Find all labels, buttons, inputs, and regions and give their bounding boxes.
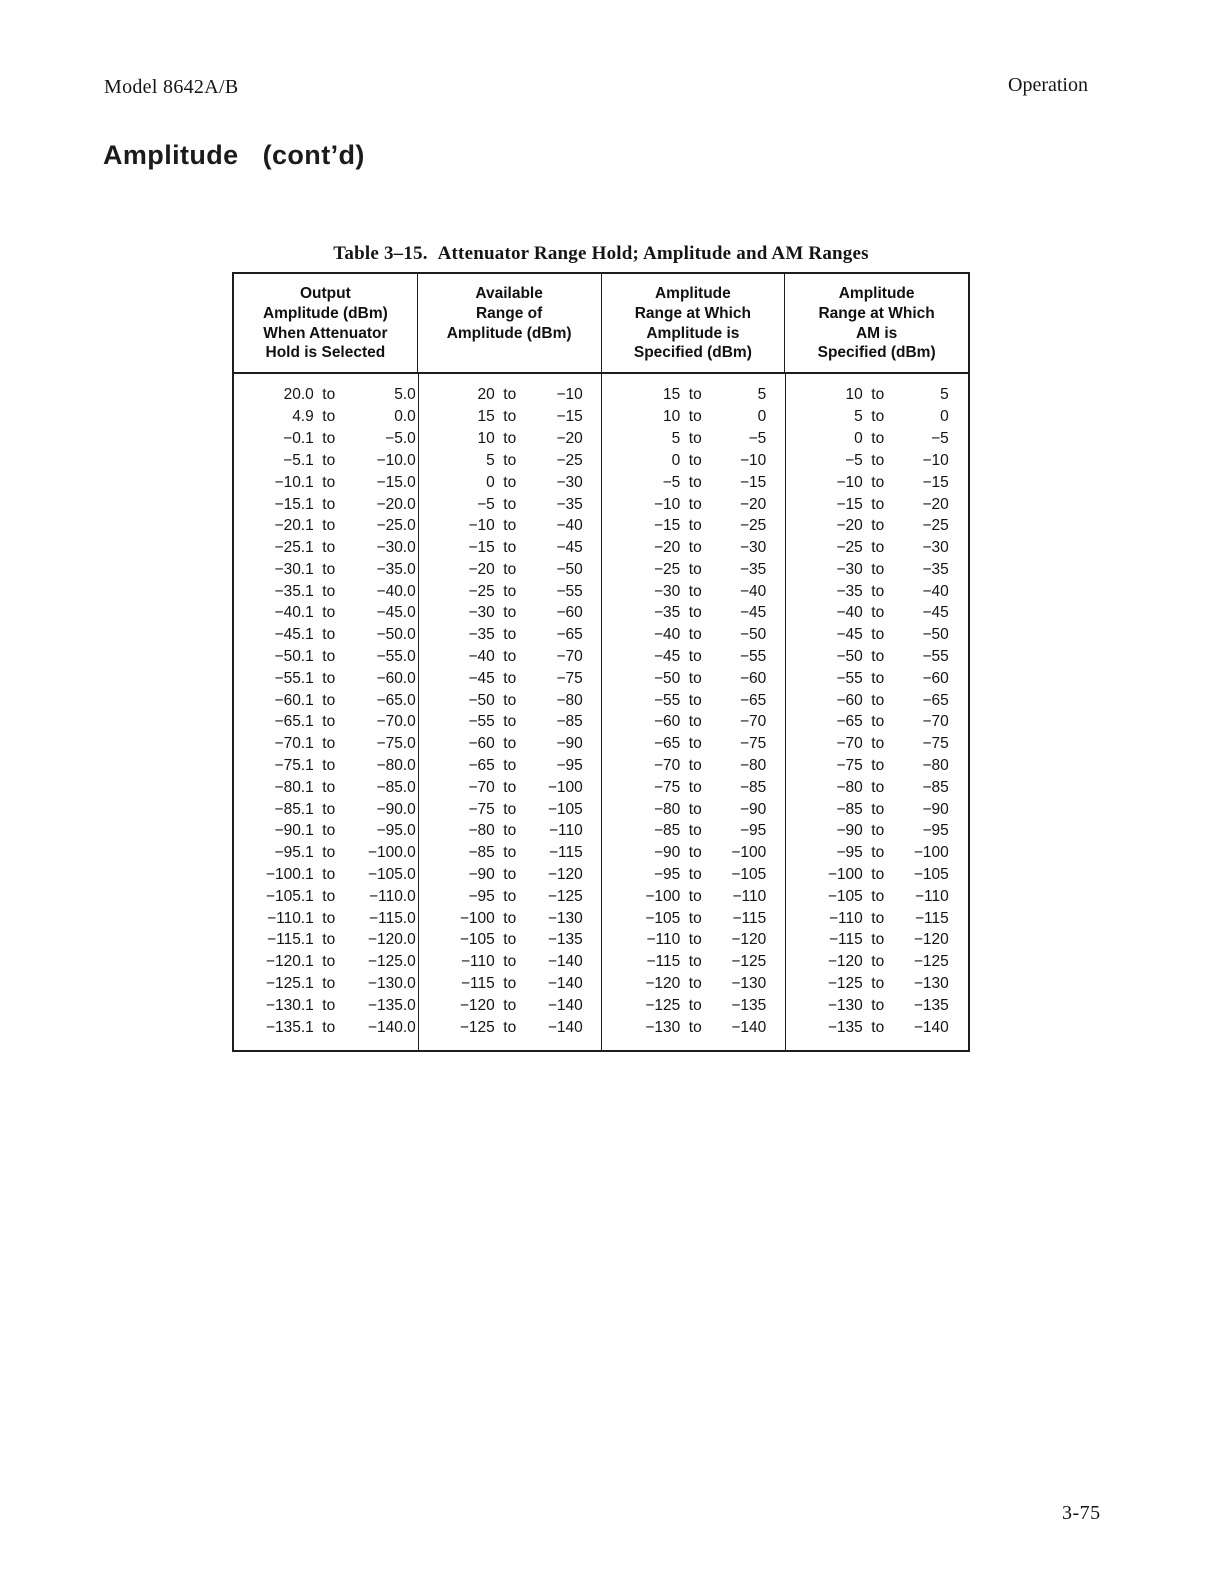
- table-row: [234, 537, 968, 559]
- table-row: [234, 908, 968, 930]
- table-row: [234, 559, 968, 581]
- range-cell: 20 to −10: [418, 374, 602, 406]
- table-row: [234, 428, 968, 450]
- column-header: Available Range of Amplitude (dBm): [417, 274, 601, 372]
- range-cell: −85 to −95: [601, 820, 785, 842]
- table-row: [234, 842, 968, 864]
- range-cell: −65 to −95: [418, 755, 602, 777]
- range-cell: −95.1 to −100.0: [274, 844, 416, 862]
- range-cell: −20 to −30: [601, 537, 785, 559]
- table-header-row: [234, 274, 968, 374]
- table-row: [234, 406, 968, 428]
- range-cell: −45 to −75: [418, 668, 602, 690]
- range-cell: −125.1 to −130.0: [265, 975, 416, 993]
- range-cell: −45.1 to −50.0: [274, 626, 416, 644]
- table-caption-text: Attenuator Range Hold; Amplitude and AM Ranges: [437, 243, 869, 264]
- range-cell: −15 to −45: [418, 537, 602, 559]
- range-cell: −30 to −40: [601, 581, 785, 603]
- range-cell: −35 to −40: [785, 581, 969, 603]
- range-cell: −45 to −55: [601, 646, 785, 668]
- range-cell: −135.1 to −140.0: [265, 1018, 416, 1036]
- range-cell: −50.1 to −55.0: [274, 648, 416, 666]
- range-cell: −30.1 to −35.0: [274, 560, 416, 578]
- table-row: [234, 624, 968, 646]
- range-cell: −110 to −115: [785, 908, 969, 930]
- range-cell: 10 to 5: [785, 374, 969, 406]
- column-header: Amplitude Range at Which Amplitude is Specified (dBm): [601, 274, 785, 372]
- table-row: [234, 951, 968, 973]
- range-cell: −15 to −20: [785, 494, 969, 516]
- range-cell: −120 to −125: [785, 951, 969, 973]
- range-cell: −90 to −100: [601, 842, 785, 864]
- range-cell: −120 to −130: [601, 973, 785, 995]
- range-cell: −25.1 to −30.0: [274, 539, 416, 557]
- range-cell: −25 to −30: [785, 537, 969, 559]
- chapter-label: Operation: [1008, 74, 1088, 96]
- range-cell: −40.1 to −45.0: [274, 604, 416, 622]
- attenuator-range-table: [232, 272, 970, 1052]
- range-cell: −50 to −55: [785, 646, 969, 668]
- range-cell: 20.0 to 5.0: [283, 386, 416, 404]
- range-cell: −10 to −40: [418, 515, 602, 537]
- range-cell: 10 to −20: [418, 428, 602, 450]
- column-header: Output Amplitude (dBm) When Attenuator Hold is Selected: [262, 285, 388, 362]
- range-cell: −85 to −90: [785, 799, 969, 821]
- range-cell: −100 to −110: [601, 886, 785, 908]
- range-cell: −75 to −105: [418, 799, 602, 821]
- section-title-suffix: (cont’d): [262, 140, 365, 170]
- range-cell: −60 to −90: [418, 733, 602, 755]
- range-cell: −130 to −140: [601, 1017, 785, 1050]
- range-cell: −65 to −70: [785, 711, 969, 733]
- range-cell: −40 to −45: [785, 602, 969, 624]
- table-row: [234, 602, 968, 624]
- range-cell: −95 to −105: [601, 864, 785, 886]
- table-row: [234, 995, 968, 1017]
- range-cell: −10 to −15: [785, 472, 969, 494]
- range-cell: 5 to −5: [601, 428, 785, 450]
- table-row: [234, 515, 968, 537]
- range-cell: −80 to −90: [601, 799, 785, 821]
- column-header: Amplitude Range at Which AM is Specified (dBm): [784, 274, 968, 372]
- range-cell: −115.1 to −120.0: [267, 931, 416, 949]
- range-cell: −0.1 to −5.0: [283, 430, 416, 448]
- range-cell: −60 to −70: [601, 711, 785, 733]
- range-cell: −20.1 to −25.0: [274, 517, 416, 535]
- range-cell: −80 to −110: [418, 820, 602, 842]
- table-row: [234, 733, 968, 755]
- table-row: [234, 777, 968, 799]
- model-label: Model 8642A/B: [104, 76, 239, 98]
- range-cell: −125 to −130: [785, 973, 969, 995]
- range-cell: −80.1 to −85.0: [274, 778, 416, 796]
- range-cell: 10 to 0: [601, 406, 785, 428]
- range-cell: −60.1 to −65.0: [274, 691, 416, 709]
- range-cell: −80 to −85: [785, 777, 969, 799]
- range-cell: −55 to −65: [601, 690, 785, 712]
- range-cell: −75.1 to −80.0: [274, 757, 416, 775]
- page-number: 3-75: [1062, 1502, 1101, 1524]
- range-cell: −100.1 to −105.0: [265, 866, 416, 884]
- range-cell: −100 to −105: [785, 864, 969, 886]
- range-cell: −115 to −125: [601, 951, 785, 973]
- table-row: [234, 929, 968, 951]
- range-cell: −65 to −75: [601, 733, 785, 755]
- range-cell: −40 to −50: [601, 624, 785, 646]
- section-title-main: Amplitude: [103, 140, 239, 170]
- range-cell: −95 to −125: [418, 886, 602, 908]
- range-cell: −125 to −135: [601, 995, 785, 1017]
- range-cell: −105.1 to −110.0: [265, 887, 416, 905]
- range-cell: −70 to −80: [601, 755, 785, 777]
- table-row: [234, 864, 968, 886]
- table-row: [234, 799, 968, 821]
- range-cell: 5 to −25: [418, 450, 602, 472]
- range-cell: −85.1 to −90.0: [274, 800, 416, 818]
- range-cell: −75 to −80: [785, 755, 969, 777]
- table-caption: [232, 243, 970, 265]
- range-cell: −75 to −85: [601, 777, 785, 799]
- range-cell: −95 to −100: [785, 842, 969, 864]
- range-cell: −5 to −15: [601, 472, 785, 494]
- range-cell: −90.1 to −95.0: [274, 822, 416, 840]
- range-cell: −5.1 to −10.0: [283, 451, 416, 469]
- range-cell: −130 to −135: [785, 995, 969, 1017]
- table-caption-label: Table 3–15.: [333, 243, 428, 264]
- table-row: [234, 690, 968, 712]
- range-cell: −40 to −70: [418, 646, 602, 668]
- table-row: [234, 668, 968, 690]
- table-row: [234, 374, 968, 406]
- range-cell: −35 to −65: [418, 624, 602, 646]
- range-cell: −55 to −60: [785, 668, 969, 690]
- range-cell: −125 to −140: [418, 1017, 602, 1050]
- range-cell: −5 to −35: [418, 494, 602, 516]
- range-cell: −70 to −100: [418, 777, 602, 799]
- range-cell: −35.1 to −40.0: [274, 582, 416, 600]
- range-cell: −20 to −50: [418, 559, 602, 581]
- table-row: [234, 494, 968, 516]
- range-cell: −120.1 to −125.0: [265, 953, 416, 971]
- range-cell: −55.1 to −60.0: [274, 669, 416, 687]
- table-row: [234, 820, 968, 842]
- range-cell: −20 to −25: [785, 515, 969, 537]
- range-cell: −115 to −120: [785, 929, 969, 951]
- range-cell: −120 to −140: [418, 995, 602, 1017]
- range-cell: −90 to −120: [418, 864, 602, 886]
- range-cell: −105 to −110: [785, 886, 969, 908]
- range-cell: −30 to −35: [785, 559, 969, 581]
- table-row: [234, 472, 968, 494]
- table-row: [234, 581, 968, 603]
- range-cell: −10.1 to −15.0: [274, 473, 416, 491]
- table-row: [234, 711, 968, 733]
- range-cell: −110.1 to −115.0: [267, 909, 416, 927]
- table-row: [234, 450, 968, 472]
- range-cell: −65.1 to −70.0: [274, 713, 416, 731]
- range-cell: 15 to 5: [601, 374, 785, 406]
- range-cell: −85 to −115: [418, 842, 602, 864]
- range-cell: −135 to −140: [785, 1017, 969, 1050]
- range-cell: 0 to −10: [601, 450, 785, 472]
- range-cell: −130.1 to −135.0: [265, 996, 416, 1014]
- table-row: [234, 886, 968, 908]
- range-cell: −25 to −35: [601, 559, 785, 581]
- range-cell: −30 to −60: [418, 602, 602, 624]
- table-row: [234, 755, 968, 777]
- range-cell: −25 to −55: [418, 581, 602, 603]
- range-cell: 5 to 0: [785, 406, 969, 428]
- range-cell: −50 to −80: [418, 690, 602, 712]
- table-row: [234, 973, 968, 995]
- range-cell: −110 to −120: [601, 929, 785, 951]
- range-cell: −45 to −50: [785, 624, 969, 646]
- range-cell: −100 to −130: [418, 908, 602, 930]
- range-cell: −60 to −65: [785, 690, 969, 712]
- range-cell: −105 to −115: [601, 908, 785, 930]
- table-row: [234, 1017, 968, 1050]
- section-title: [103, 140, 365, 171]
- table-row: [234, 646, 968, 668]
- range-cell: 0 to −5: [785, 428, 969, 450]
- range-cell: −70 to −75: [785, 733, 969, 755]
- range-cell: −110 to −140: [418, 951, 602, 973]
- range-cell: −55 to −85: [418, 711, 602, 733]
- range-cell: 0 to −30: [418, 472, 602, 494]
- range-cell: −50 to −60: [601, 668, 785, 690]
- range-cell: −105 to −135: [418, 929, 602, 951]
- range-cell: −15 to −25: [601, 515, 785, 537]
- range-cell: −35 to −45: [601, 602, 785, 624]
- range-cell: 4.9 to 0.0: [292, 408, 416, 426]
- range-cell: 15 to −15: [418, 406, 602, 428]
- range-cell: −15.1 to −20.0: [274, 495, 416, 513]
- range-cell: −5 to −10: [785, 450, 969, 472]
- table-body: [234, 374, 968, 1049]
- range-cell: −10 to −20: [601, 494, 785, 516]
- range-cell: −90 to −95: [785, 820, 969, 842]
- range-cell: −70.1 to −75.0: [274, 735, 416, 753]
- range-cell: −115 to −140: [418, 973, 602, 995]
